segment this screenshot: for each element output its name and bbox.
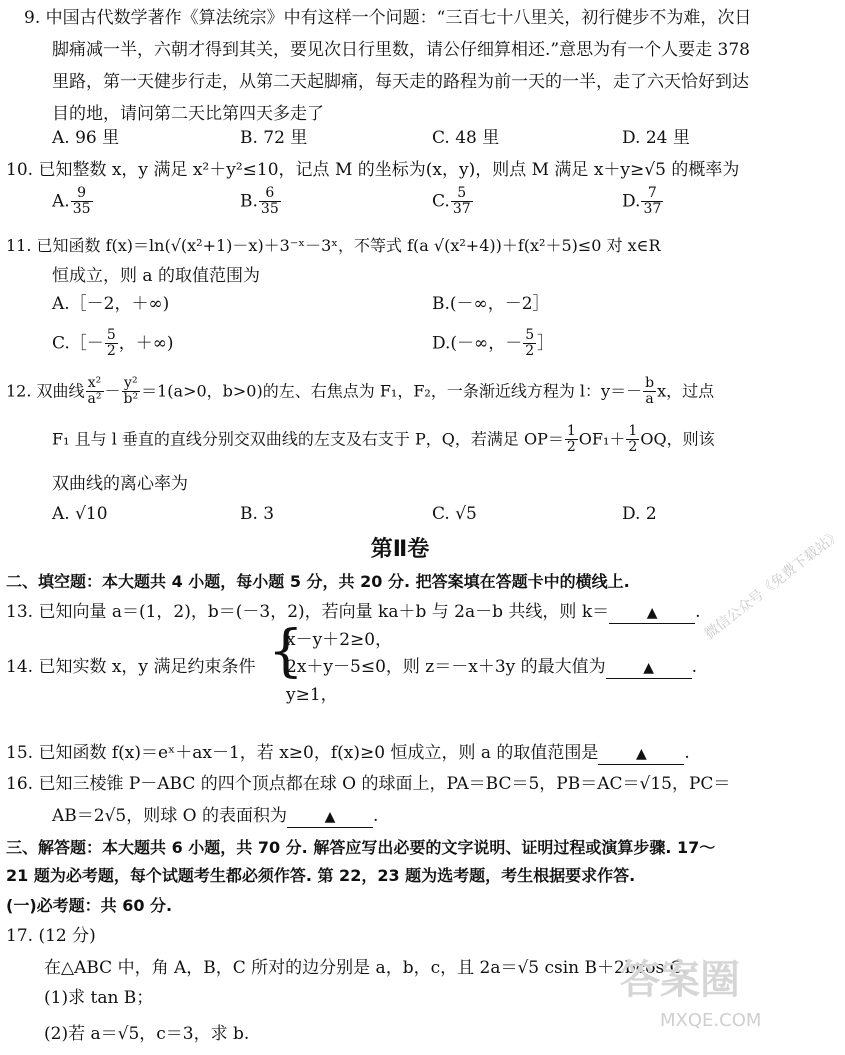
q9-option-c[interactable]: C. 48 里 xyxy=(432,128,500,148)
q10-stem: 10. 已知整数 x，y 满足 x²＋y²≤10，记点 M 的坐标为(x，y)，则点 M 满足 x＋y≥√5 的概率为 xyxy=(6,160,740,180)
q14-answer-blank[interactable] xyxy=(606,657,692,679)
q12-line-2: F₁ 且与 l 垂直的直线分别交双曲线的左支及右支于 P，Q，若满足 OP＝ $\frac{1}{2}$ OF₁＋ $\frac{1}{2}$ OQ，则该 xyxy=(52,423,715,456)
q11-options-row-2 xyxy=(0,324,800,368)
watermark-logo: 答案圈 xyxy=(620,957,740,1003)
q17-part-1: (1)求 tan B； xyxy=(44,988,154,1008)
q12-option-a[interactable]: A. √10 xyxy=(52,504,108,524)
q13-answer-blank[interactable] xyxy=(609,602,695,624)
section-3-sub: (一)必考题：共 60 分. xyxy=(6,896,173,915)
q9-options xyxy=(0,128,800,158)
q12-options xyxy=(0,504,800,534)
q11-option-a[interactable]: A.［－2，＋∞) xyxy=(52,294,170,314)
triangle-icon: ▲ xyxy=(636,746,647,762)
section-2-title: 第Ⅱ卷 xyxy=(370,537,430,562)
q10-option-a[interactable]: A. $\frac{9}{35}$ xyxy=(52,185,91,218)
q12-line-1: 12. 双曲线 $\frac{\text{x²}}{\text{a²}}$ － $\frac{\text{y²}}{\text{b²}}$ ＝1(a>0，b>0)的左、右焦点为 F₁，F₂，一条渐近线方程为 l：y＝－ $\frac{b}{a}$ x，过点 xyxy=(6,375,715,408)
section-3-line-1: 三、解答题：本大题共 6 小题，共 70 分. 解答应写出必要的文字说明、证明过程或演算步骤. 17～ xyxy=(6,838,716,857)
q13: 13. 已知向量 a＝(1，2)，b＝(－3，2)，若向量 ka＋b 与 2a－b 共线，则 k＝ ▲ . xyxy=(6,602,701,624)
q10-option-d[interactable]: D. $\frac{7}{37}$ xyxy=(622,185,662,218)
q16-line-1: 16. 已知三棱锥 P－ABC 的四个顶点都在球 O 的球面上，PA＝BC＝5，PB＝AC＝√15，PC＝ xyxy=(6,774,731,794)
brace-icon: { xyxy=(268,619,304,684)
q12-option-c[interactable]: C. √5 xyxy=(432,504,477,524)
q9-line-1: 9. 中国古代数学著作《算法统宗》中有这样一个问题：“三百七十八里关，初行健步不为难，次日 xyxy=(24,8,752,28)
q11-option-d[interactable]: D.(－∞，－ $\frac{5}{2}$ ］ xyxy=(432,327,555,360)
q10-option-c[interactable]: C. $\frac{5}{37}$ xyxy=(432,185,471,218)
q14-constraint-1: x－y＋2≥0， xyxy=(286,630,393,650)
q17-head: 17. (12 分) xyxy=(6,926,96,946)
q11-options-row-1 xyxy=(0,294,800,324)
q9-line-3: 里路，第一天健步行走，从第二天起脚痛，每天走的路程为前一天的一半，走了六天恰好到达 xyxy=(52,72,749,92)
q10-options xyxy=(0,186,800,226)
q16-answer-blank[interactable] xyxy=(287,806,373,828)
watermark-site: MXQE.COM xyxy=(660,1010,762,1031)
q9-option-d[interactable]: D. 24 里 xyxy=(622,128,690,148)
q14-constraint-3: y≥1， xyxy=(286,685,338,705)
q14-lead: 14. 已知实数 x，y 满足约束条件 xyxy=(6,657,256,677)
q15: 15. 已知函数 f(x)＝eˣ＋ax－1，若 x≥0，f(x)≥0 恒成立，则 a 的取值范围是 ▲ . xyxy=(6,743,690,765)
q9-option-b[interactable]: B. 72 里 xyxy=(240,128,308,148)
q11-option-c[interactable]: C.［－ $\frac{5}{2}$ ，＋∞) xyxy=(52,327,174,360)
watermark-text: 微信公众号《免费下载站》 xyxy=(702,526,845,643)
q12-option-b[interactable]: B. 3 xyxy=(240,504,275,524)
q9-line-2: 脚痛减一半，六朝才得到其关，要见次日行里数，请公仔细算相还.”意思为有一个人要走 378 xyxy=(52,40,750,60)
q17-stem: 在△ABC 中，角 A，B，C 所对的边分别是 a，b，c，且 2a＝√5 csin B＋2bcos C. xyxy=(44,958,688,978)
q15-answer-blank[interactable] xyxy=(598,743,684,765)
q14-constraint-2: 2x＋y－5≤0，则 z＝－x＋3y 的最大值为 ▲ . xyxy=(286,657,697,679)
triangle-icon: ▲ xyxy=(646,605,658,621)
q11-option-b[interactable]: B.(－∞，－2］ xyxy=(432,294,550,314)
q10-option-b[interactable]: B. $\frac{6}{35}$ xyxy=(240,185,279,218)
q9-option-a[interactable]: A. 96 里 xyxy=(52,128,120,148)
q12-option-d[interactable]: D. 2 xyxy=(622,504,657,524)
section-2-header: 二、填空题：本大题共 4 小题，每小题 5 分，共 20 分. 把答案填在答题卡中的横线上. xyxy=(6,572,630,591)
q17-part-2: (2)若 a＝√5，c＝3，求 b. xyxy=(44,1024,250,1044)
triangle-icon: ▲ xyxy=(324,809,336,825)
q12-line-3: 双曲线的离心率为 xyxy=(52,474,188,494)
q11-line-1: 11. 已知函数 f(x)＝ln(√(x²+1)－x)＋3⁻ˣ－3ˣ，不等式 f(a √(x²+4))＋f(x²＋5)≤0 对 x∈R xyxy=(6,236,661,255)
q16-line-2: AB＝2√5，则球 O 的表面积为 ▲ . xyxy=(52,806,378,828)
q11-line-2: 恒成立，则 a 的取值范围为 xyxy=(52,266,260,286)
q9-line-4: 目的地，请问第二天比第四天多走了 xyxy=(52,104,324,124)
section-3-line-2: 21 题为必考题，每个试题考生都必须作答. 第 22，23 题为选考题，考生根据要求作答. xyxy=(6,866,636,885)
triangle-icon: ▲ xyxy=(643,660,655,676)
